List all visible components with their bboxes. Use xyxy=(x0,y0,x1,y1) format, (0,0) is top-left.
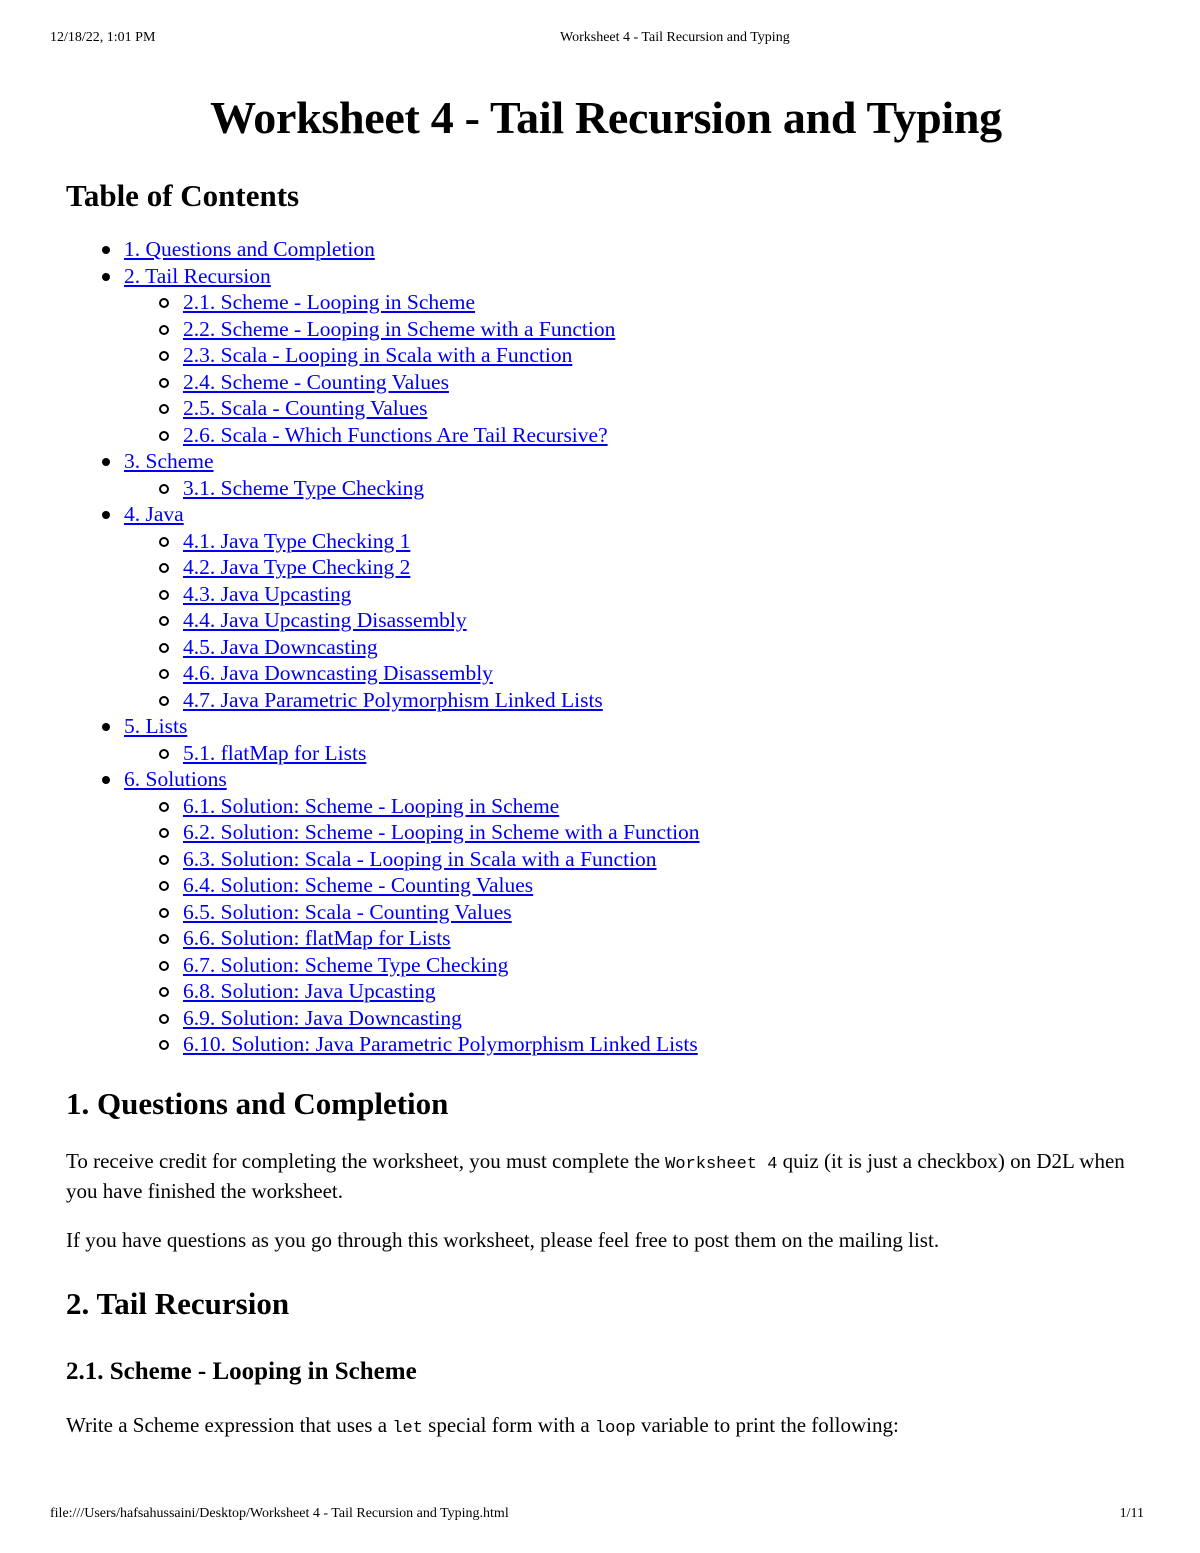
circle-bullet-icon xyxy=(159,616,169,626)
toc-subitem xyxy=(124,395,1146,422)
print-header xyxy=(50,30,1150,50)
toc-link[interactable]: 2. Tail Recursion xyxy=(124,263,271,288)
section-questions-paragraph-2: If you have questions as you go through this worksheet, please feel free to post them on the mailing list. xyxy=(66,1227,940,1252)
document-content xyxy=(66,80,1146,1442)
inline-code: let xyxy=(392,1418,423,1438)
toc-link[interactable]: 4.7. Java Parametric Polymorphism Linked Lists xyxy=(183,687,603,712)
toc-link[interactable]: 6.6. Solution: flatMap for Lists xyxy=(183,926,451,950)
circle-bullet-icon xyxy=(159,1014,169,1024)
print-footer xyxy=(50,1506,1150,1526)
toc-item xyxy=(66,263,1146,449)
bullet-icon xyxy=(102,723,110,731)
bullet-icon xyxy=(102,776,110,784)
circle-bullet-icon xyxy=(159,749,169,759)
toc-subitem xyxy=(124,475,1146,502)
paragraph-text: To receive credit for completing the worksheet, you must complete the xyxy=(66,1148,666,1173)
circle-bullet-icon xyxy=(159,404,169,414)
paragraph-text: Write a Scheme expression that uses a xyxy=(66,1412,393,1437)
toc-link[interactable]: 4. Java xyxy=(124,502,184,526)
toc-item xyxy=(66,501,1146,713)
toc-link[interactable]: 4.2. Java Type Checking 2 xyxy=(183,555,411,579)
print-file-path: file:///Users/hafsahussaini/Desktop/Worksheet 4 - Tail Recursion and Typing.html xyxy=(50,1506,509,1521)
toc-item xyxy=(66,236,1146,263)
inline-code: loop xyxy=(594,1418,636,1438)
circle-bullet-icon xyxy=(159,431,169,441)
toc-link[interactable]: 6.10. Solution: Java Parametric Polymorphism Linked Lists xyxy=(183,1032,698,1056)
toc-subitem xyxy=(124,342,1146,369)
toc-link[interactable]: 5.1. flatMap for Lists xyxy=(183,740,367,765)
print-doc-title: Worksheet 4 - Tail Recursion and Typing xyxy=(560,30,790,45)
toc-subitem xyxy=(124,1005,1146,1032)
circle-bullet-icon xyxy=(159,934,169,944)
circle-bullet-icon xyxy=(159,537,169,547)
paragraph-text: special form with a xyxy=(422,1412,595,1437)
circle-bullet-icon xyxy=(159,325,169,335)
toc-sublist xyxy=(124,475,1146,502)
toc-item xyxy=(66,766,1146,1058)
toc-subitem xyxy=(124,925,1146,952)
toc-link[interactable]: 4.5. Java Downcasting xyxy=(183,634,378,659)
toc-subitem xyxy=(124,793,1146,820)
toc-link[interactable]: 6.7. Solution: Scheme Type Checking xyxy=(183,952,509,977)
page-title: Worksheet 4 - Tail Recursion and Typing xyxy=(210,92,1002,143)
toc-subitem xyxy=(124,316,1146,343)
print-datetime: 12/18/22, 1:01 PM xyxy=(50,30,156,45)
toc-link[interactable]: 6.9. Solution: Java Downcasting xyxy=(183,1005,462,1030)
toc-item xyxy=(66,713,1146,766)
toc-subitem xyxy=(124,289,1146,316)
toc-subitem xyxy=(124,634,1146,661)
circle-bullet-icon xyxy=(159,908,169,918)
toc-link[interactable]: 2.4. Scheme - Counting Values xyxy=(183,369,449,394)
toc-link[interactable]: 2.2. Scheme - Looping in Scheme with a Function xyxy=(183,316,616,341)
toc-link[interactable]: 3. Scheme xyxy=(124,449,214,473)
toc-subitem xyxy=(124,554,1146,581)
toc-subitem xyxy=(124,528,1146,555)
toc-link[interactable]: 1. Questions and Completion xyxy=(124,237,375,261)
paragraph-text: quiz (it is just a checkbox) on D2L when you have finished the worksheet. xyxy=(66,1148,1125,1203)
toc-subitem xyxy=(124,740,1146,767)
toc-subitem xyxy=(124,978,1146,1005)
toc-link[interactable]: 6.4. Solution: Scheme - Counting Values xyxy=(183,873,534,897)
circle-bullet-icon xyxy=(159,828,169,838)
toc-link[interactable]: 2.1. Scheme - Looping in Scheme xyxy=(183,290,475,314)
toc-link[interactable]: 4.6. Java Downcasting Disassembly xyxy=(183,661,493,685)
circle-bullet-icon xyxy=(159,961,169,971)
circle-bullet-icon xyxy=(159,696,169,706)
circle-bullet-icon xyxy=(159,563,169,573)
toc-link[interactable]: 6.1. Solution: Scheme - Looping in Scheme xyxy=(183,793,560,818)
bullet-icon xyxy=(102,511,110,519)
toc-subitem xyxy=(124,581,1146,608)
toc-link[interactable]: 4.1. Java Type Checking 1 xyxy=(183,528,411,553)
circle-bullet-icon xyxy=(159,484,169,494)
toc-subitem xyxy=(124,369,1146,396)
toc-link[interactable]: 4.4. Java Upcasting Disassembly xyxy=(183,608,467,632)
toc-subitem xyxy=(124,872,1146,899)
table-of-contents xyxy=(66,236,1146,1058)
circle-bullet-icon xyxy=(159,643,169,653)
subsection-looping-paragraph xyxy=(66,1412,1146,1442)
toc-link[interactable]: 5. Lists xyxy=(124,714,188,738)
toc-heading: Table of Contents xyxy=(66,178,300,213)
toc-item xyxy=(66,448,1146,501)
toc-subitem xyxy=(124,846,1146,873)
toc-subitem xyxy=(124,607,1146,634)
circle-bullet-icon xyxy=(159,351,169,361)
toc-link[interactable]: 6.8. Solution: Java Upcasting xyxy=(183,979,436,1003)
toc-subitem xyxy=(124,1031,1146,1058)
toc-sublist xyxy=(124,793,1146,1058)
toc-link[interactable]: 6.3. Solution: Scala - Looping in Scala with a Function xyxy=(183,846,657,871)
circle-bullet-icon xyxy=(159,590,169,600)
toc-link[interactable]: 2.3. Scala - Looping in Scala with a Function xyxy=(183,343,573,367)
toc-sublist xyxy=(124,289,1146,448)
section-tail-recursion-heading: 2. Tail Recursion xyxy=(66,1285,290,1321)
toc-subitem xyxy=(124,660,1146,687)
print-page-number: 1/11 xyxy=(1119,1506,1144,1521)
toc-link[interactable]: 6. Solutions xyxy=(124,767,227,791)
bullet-icon xyxy=(102,246,110,254)
toc-sublist xyxy=(124,740,1146,767)
toc-link[interactable]: 3.1. Scheme Type Checking xyxy=(183,475,425,500)
paragraph-text: variable to print the following: xyxy=(635,1412,899,1437)
toc-link[interactable]: 2.5. Scala - Counting Values xyxy=(183,396,428,420)
section-questions-paragraph-1 xyxy=(66,1148,1146,1205)
toc-subitem xyxy=(124,422,1146,449)
circle-bullet-icon xyxy=(159,298,169,308)
toc-sublist xyxy=(124,528,1146,714)
circle-bullet-icon xyxy=(159,802,169,812)
section-questions-heading: 1. Questions and Completion xyxy=(66,1085,449,1121)
inline-code: Worksheet 4 xyxy=(665,1154,778,1174)
circle-bullet-icon xyxy=(159,1040,169,1050)
toc-subitem xyxy=(124,952,1146,979)
circle-bullet-icon xyxy=(159,669,169,679)
toc-link[interactable]: 6.5. Solution: Scala - Counting Values xyxy=(183,899,512,924)
bullet-icon xyxy=(102,458,110,466)
toc-link[interactable]: 2.6. Scala - Which Functions Are Tail Recursive? xyxy=(183,422,608,447)
circle-bullet-icon xyxy=(159,378,169,388)
toc-subitem xyxy=(124,899,1146,926)
toc-link[interactable]: 6.2. Solution: Scheme - Looping in Scheme with a Function xyxy=(183,820,700,844)
circle-bullet-icon xyxy=(159,881,169,891)
bullet-icon xyxy=(102,273,110,281)
circle-bullet-icon xyxy=(159,855,169,865)
subsection-looping-heading: 2.1. Scheme - Looping in Scheme xyxy=(66,1357,417,1385)
toc-subitem xyxy=(124,687,1146,714)
circle-bullet-icon xyxy=(159,987,169,997)
toc-link[interactable]: 4.3. Java Upcasting xyxy=(183,581,352,606)
toc-subitem xyxy=(124,819,1146,846)
